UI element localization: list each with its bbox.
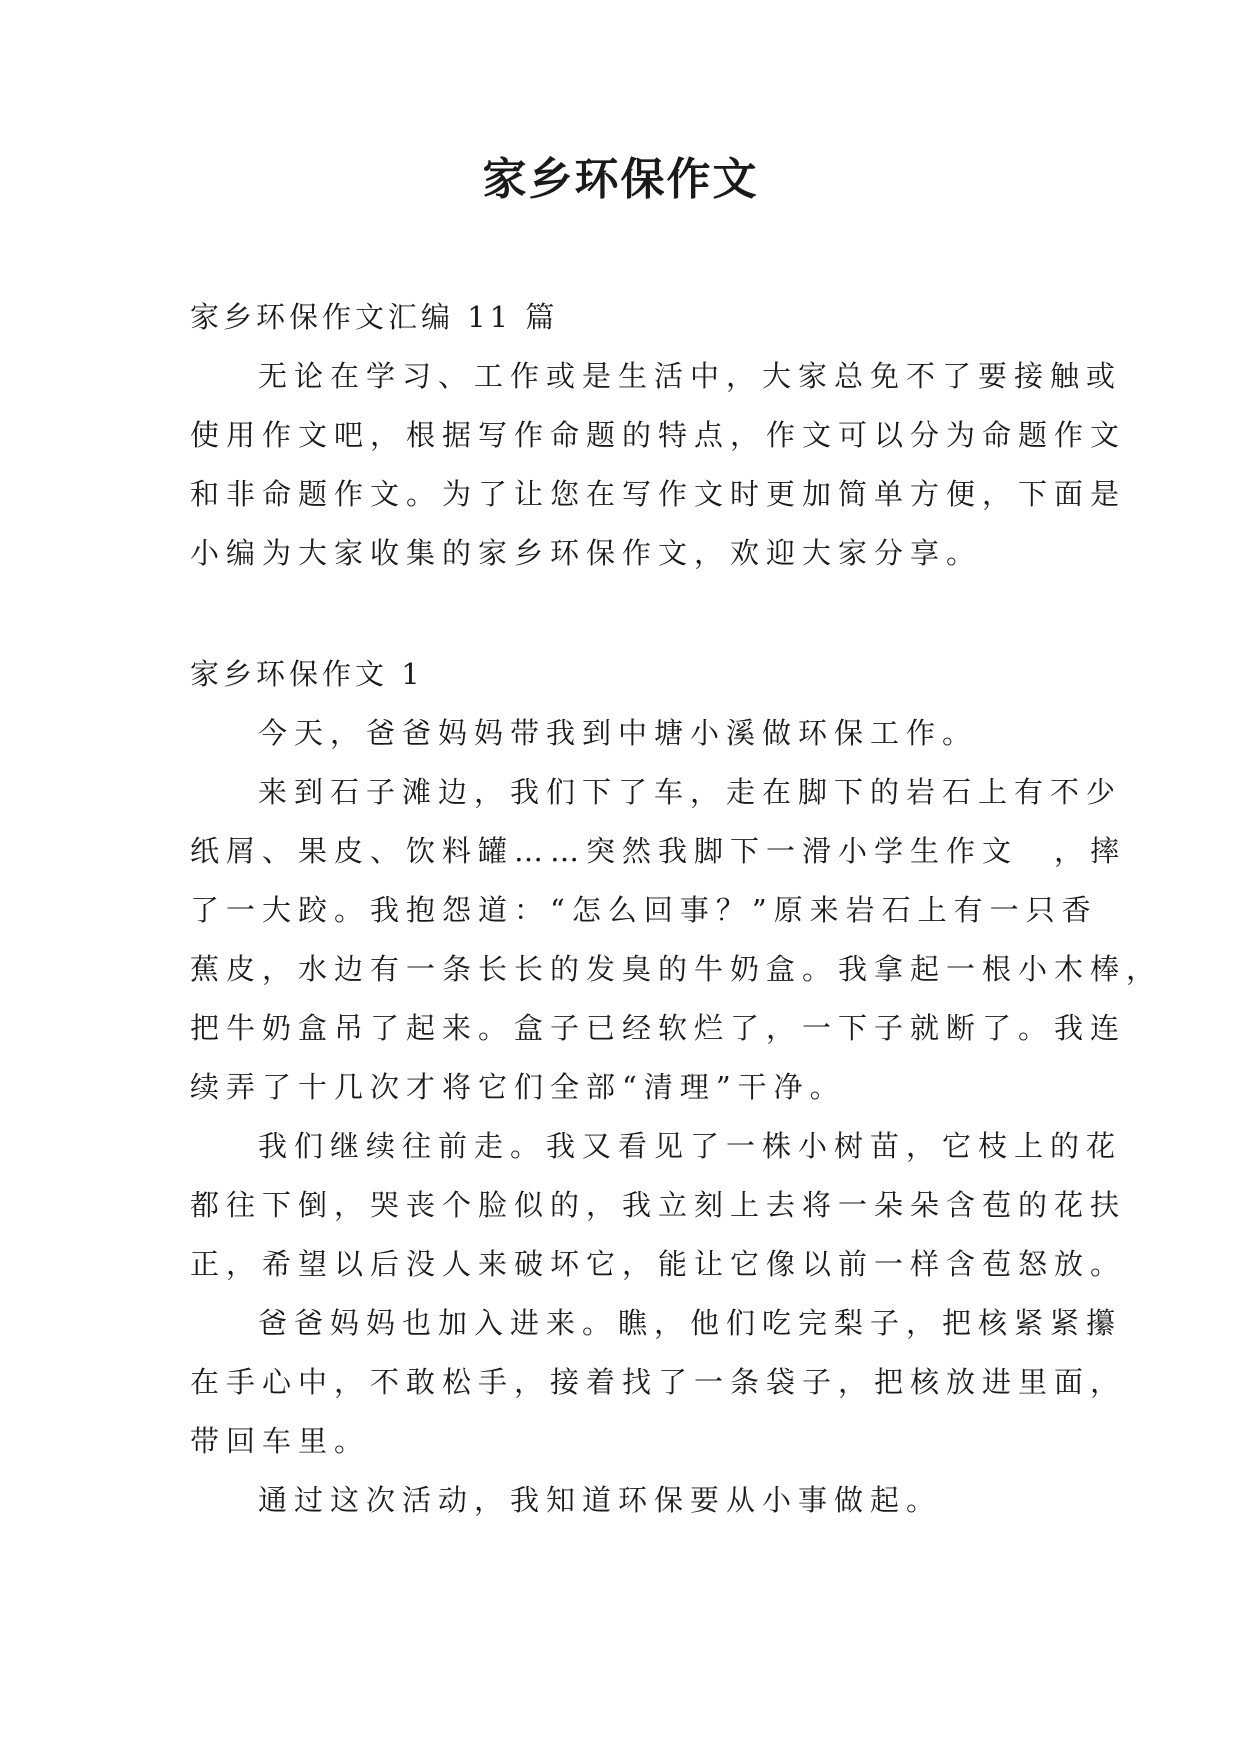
paragraph-line: 都往下倒，哭丧个脸似的，我立刻上去将一朵朵含苞的花扶 bbox=[190, 1188, 1127, 1222]
intro-line: 使用作文吧，根据写作命题的特点，作文可以分为命题作文 bbox=[190, 418, 1127, 452]
section-heading: 家乡环保作文 1 bbox=[190, 657, 424, 691]
paragraph-line: 续弄了十几次才将它们全部“清理”干净。 bbox=[190, 1070, 846, 1104]
paragraph-line: 正，希望以后没人来破坏它，能让它像以前一样含苞怒放。 bbox=[190, 1247, 1127, 1281]
paragraph bbox=[190, 1117, 1127, 1294]
paragraph bbox=[190, 1471, 1060, 1530]
paragraph-line: 蕉皮，水边有一条长长的发臭的牛奶盒。我拿起一根小木棒， bbox=[190, 952, 1163, 986]
document-body bbox=[190, 288, 1163, 1530]
page-title: 家乡环保作文 bbox=[482, 154, 759, 205]
paragraph bbox=[190, 1294, 1127, 1471]
document-subtitle: 家乡环保作文汇编 11 篇 bbox=[190, 300, 559, 334]
paragraph-line: 把牛奶盒吊了起来。盒子已经软烂了，一下子就断了。我连 bbox=[190, 1011, 1127, 1045]
paragraph-line: 我们继续往前走。我又看见了一株小树苗，它枝上的花 bbox=[258, 1129, 1123, 1163]
section-spacer bbox=[190, 583, 1060, 645]
paragraph-line: 纸屑、果皮、饮料罐……突然我脚下一滑小学生作文 ，摔 bbox=[190, 834, 1127, 868]
intro-line: 无论在学习、工作或是生活中，大家总免不了要接触或 bbox=[258, 359, 1123, 393]
paragraph-line: 来到石子滩边，我们下了车，走在脚下的岩石上有不少 bbox=[258, 775, 1123, 809]
paragraph-line: 带回车里。 bbox=[190, 1424, 371, 1458]
paragraph-line: 今天，爸爸妈妈带我到中塘小溪做环保工作。 bbox=[258, 716, 979, 750]
paragraph-line: 了一大跤。我抱怨道：“怎么回事？”原来岩石上有一只香 bbox=[190, 893, 1098, 927]
intro-paragraph bbox=[190, 347, 1127, 583]
intro-line: 小编为大家收集的家乡环保作文，欢迎大家分享。 bbox=[190, 536, 983, 570]
intro-line: 和非命题作文。为了让您在写作文时更加简单方便，下面是 bbox=[190, 477, 1127, 511]
paragraph bbox=[190, 763, 1163, 1117]
paragraph-line: 爸爸妈妈也加入进来。瞧，他们吃完梨子，把核紧紧攥 bbox=[258, 1306, 1123, 1340]
paragraph-line: 在手心中，不敢松手，接着找了一条袋子，把核放进里面， bbox=[190, 1365, 1127, 1399]
paragraph-line: 通过这次活动，我知道环保要从小事做起。 bbox=[258, 1483, 943, 1517]
paragraph bbox=[190, 704, 1060, 763]
